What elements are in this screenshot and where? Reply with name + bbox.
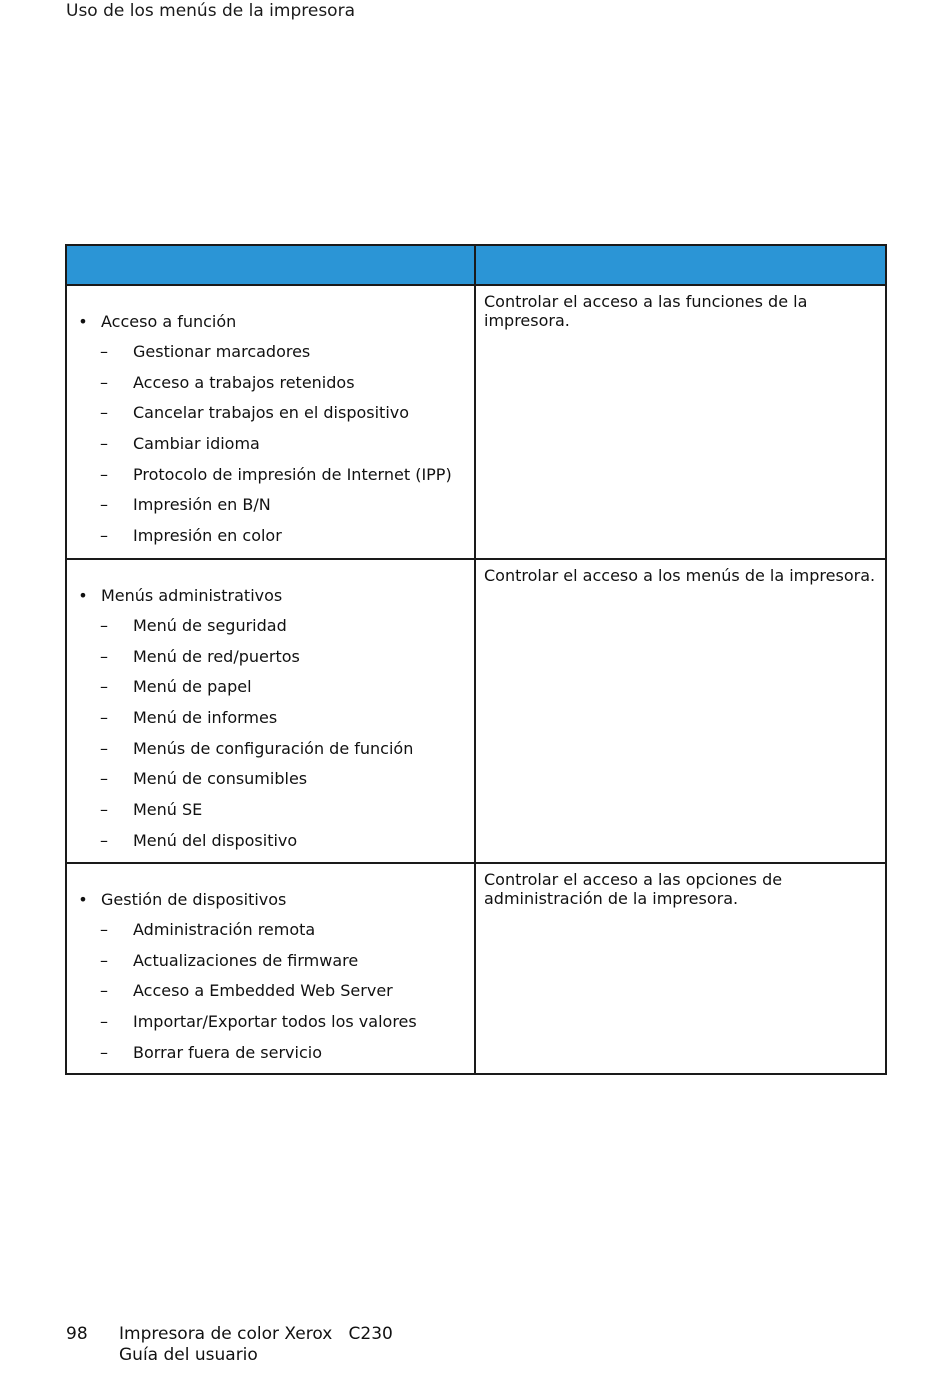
sub-list-container	[67, 616, 474, 862]
dash-icon: –	[100, 372, 108, 392]
table-header-cell-1	[66, 245, 475, 285]
dash-icon: –	[100, 464, 108, 484]
item-label: Menú SE	[133, 800, 203, 820]
item-label: Acceso a Embedded Web Server	[133, 981, 393, 1001]
list-item	[67, 1012, 474, 1043]
table-row	[66, 559, 886, 863]
table-header-cell-2	[475, 245, 886, 285]
item-label: Impresión en color	[133, 526, 282, 546]
list-item	[67, 951, 474, 982]
group-heading: Menús administrativos	[101, 586, 283, 605]
function-list	[67, 560, 474, 862]
dash-icon: –	[100, 769, 108, 789]
sub-list-container	[67, 342, 474, 557]
list-item	[67, 1043, 474, 1074]
list-item	[67, 739, 474, 770]
dash-icon: –	[100, 800, 108, 820]
list-item	[67, 981, 474, 1012]
bullet-icon: •	[78, 312, 88, 331]
list-item	[67, 831, 474, 862]
item-label: Cambiar idioma	[133, 434, 260, 454]
item-label: Protocolo de impresión de Internet (IPP)	[133, 464, 452, 484]
dash-icon: –	[100, 403, 108, 423]
footer-guide-name: Guía del usuario	[119, 1345, 258, 1365]
item-label: Menús de configuración de función	[133, 738, 414, 758]
list-item	[67, 890, 474, 920]
item-label: Cancelar trabajos en el dispositivo	[133, 403, 410, 423]
description-text: Controlar el acceso a los menús de la impresora.	[484, 566, 876, 585]
list-item	[67, 677, 474, 708]
description-text: Controlar el acceso a las funciones de la impresora.	[484, 292, 808, 330]
description-cell	[475, 285, 886, 559]
list-item	[67, 465, 474, 496]
item-label: Importar/Exportar todos los valores	[133, 1012, 417, 1032]
list-item	[67, 800, 474, 831]
dash-icon: –	[100, 646, 108, 666]
list-item	[67, 920, 474, 951]
description-text: Controlar el acceso a las opciones de administración de la impresora.	[484, 870, 783, 908]
footer-product-name: Impresora de color Xerox C230	[119, 1324, 393, 1344]
list-item	[67, 373, 474, 404]
item-label: Menú de papel	[133, 677, 252, 697]
list-item	[67, 708, 474, 739]
item-label: Menú de informes	[133, 708, 278, 728]
footer-title	[119, 1324, 393, 1366]
dash-icon: –	[100, 920, 108, 939]
item-label: Impresión en B/N	[133, 495, 271, 515]
sub-list	[67, 616, 474, 862]
item-label: Acceso a trabajos retenidos	[133, 372, 355, 392]
dash-icon: –	[100, 434, 108, 454]
dash-icon: –	[100, 342, 108, 361]
table-header-row	[66, 245, 886, 285]
dash-icon: –	[100, 1042, 108, 1062]
sub-list	[67, 342, 474, 557]
sub-list	[67, 920, 474, 1073]
item-label: Borrar fuera de servicio	[133, 1042, 322, 1062]
list-item	[67, 342, 474, 373]
running-header: Uso de los menús de la impresora	[66, 1, 355, 21]
item-label: Menú de red/puertos	[133, 646, 300, 666]
dash-icon: –	[100, 495, 108, 515]
dash-icon: –	[100, 526, 108, 546]
list-item	[67, 586, 474, 616]
dash-icon: –	[100, 1012, 108, 1032]
list-item	[67, 616, 474, 647]
list-item	[67, 495, 474, 526]
dash-icon: –	[100, 677, 108, 697]
page-number: 98	[66, 1324, 88, 1344]
list-item	[67, 434, 474, 465]
dash-icon: –	[100, 616, 108, 635]
permissions-table	[65, 244, 887, 1075]
description-cell	[475, 863, 886, 1074]
group-heading: Acceso a función	[101, 312, 237, 331]
table-row	[66, 285, 886, 559]
bullet-icon: •	[78, 586, 88, 605]
bullet-icon: •	[78, 890, 88, 909]
function-cell	[66, 559, 475, 863]
function-cell	[66, 863, 475, 1074]
group-heading: Gestión de dispositivos	[101, 890, 287, 909]
list-item	[67, 647, 474, 678]
item-label: Menú de seguridad	[133, 616, 287, 635]
item-label: Gestionar marcadores	[133, 342, 311, 361]
item-label: Menú de consumibles	[133, 769, 308, 789]
item-label: Menú del dispositivo	[133, 830, 298, 850]
dash-icon: –	[100, 708, 108, 728]
list-item	[67, 403, 474, 434]
list-item	[67, 769, 474, 800]
dash-icon: –	[100, 738, 108, 758]
list-item	[67, 526, 474, 557]
dash-icon: –	[100, 830, 108, 850]
item-label: Actualizaciones de firmware	[133, 950, 359, 970]
item-label: Administración remota	[133, 920, 316, 939]
function-list	[67, 286, 474, 557]
list-item	[67, 312, 474, 342]
function-list	[67, 864, 474, 1073]
dash-icon: –	[100, 950, 108, 970]
function-cell	[66, 285, 475, 559]
dash-icon: –	[100, 981, 108, 1001]
description-cell	[475, 559, 886, 863]
sub-list-container	[67, 920, 474, 1073]
table-row	[66, 863, 886, 1074]
